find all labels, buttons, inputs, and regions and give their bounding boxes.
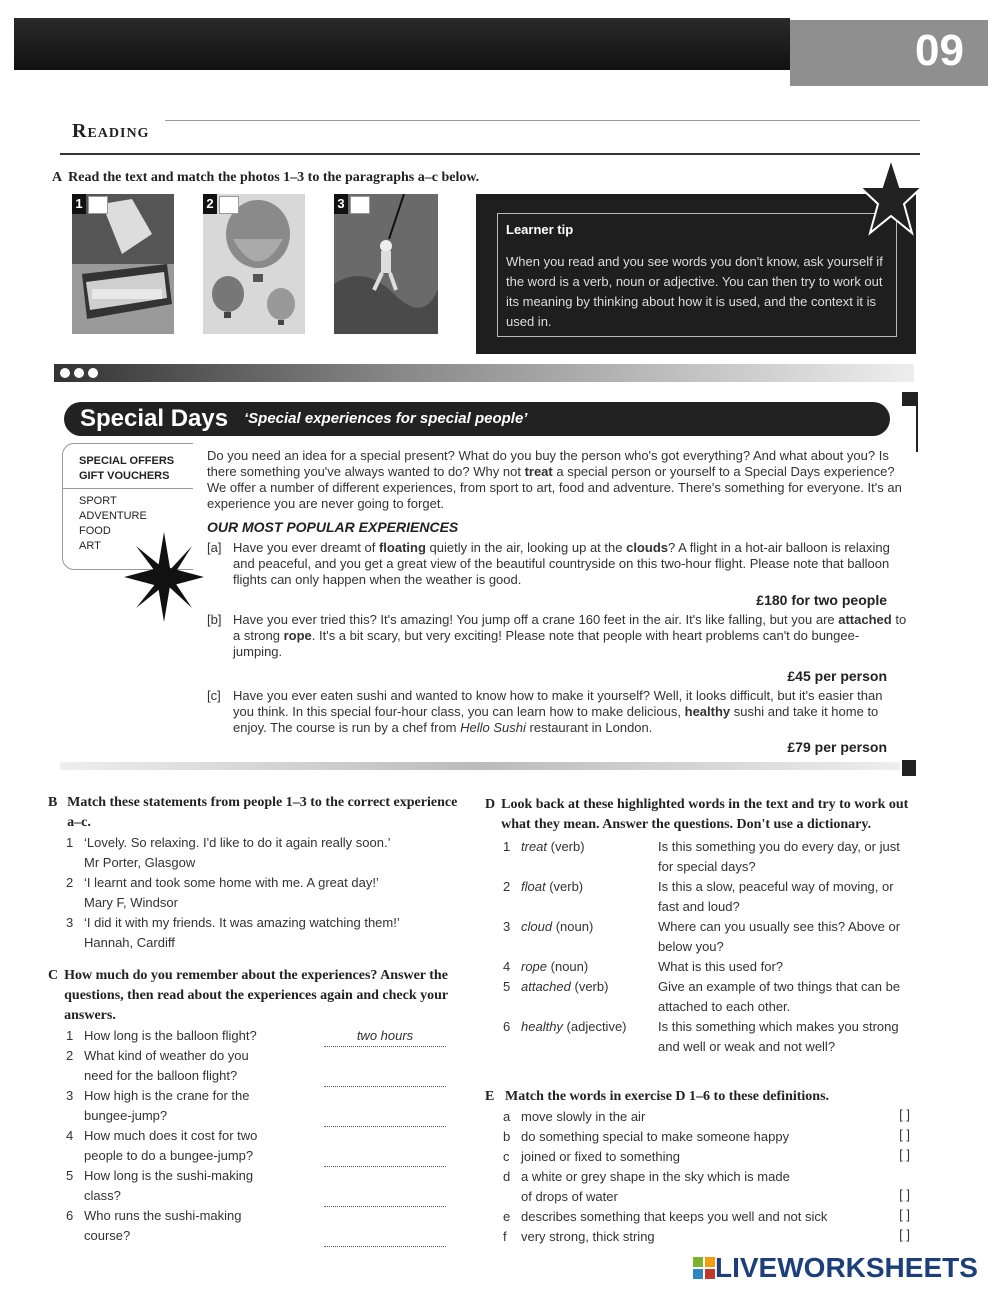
divider (60, 153, 920, 155)
exercise-b: B Match these statements from people 1–3 to the correct experience a–c. 1 ‘Lovely. So relaxing. I'd like to do it again really soon.’ Mr Porter, Glasgow 2 ‘I learnt and took some home with me. A great day!’ Mary F, Windsor 3 ‘I did it with my friends. It was amazing watching them!’ Hannah, Cardiff (48, 793, 458, 953)
highlight-word: treat (524, 464, 553, 479)
dot-icon (88, 368, 98, 378)
person-name: Hannah, Cardiff (84, 935, 175, 950)
side-menu-item[interactable]: SPORT (79, 495, 117, 507)
exercise-e-instruction: Match the words in exercise D 1–6 to these definitions. (505, 1089, 830, 1104)
paragraph-b: [b] Have you ever tried this? It's amazing! You jump off a crane 160 feet in the air. It's like falling, but you are attached to a strong rope. It's a bit scary, but very exciting! Please note that people with heart problems can't do bungee-jumping. (207, 612, 907, 659)
divider (63, 488, 193, 489)
exercise-e: E Match the words in exercise D 1–6 to these definitions. a move slowly in the air [ ] b do something special to make someone happy [ ] c joined or fixed to something [ ] d a white or grey shape in the sky which is made of drops of water [ ] e describes something that keeps you well and not sick [ ] f very strong, thick string [ ] (485, 1087, 910, 1247)
scroll-up-arrow-icon[interactable] (902, 392, 916, 406)
side-menu-item[interactable]: FOOD (79, 525, 111, 537)
article-title-banner (64, 402, 890, 436)
learner-tip-frame (497, 213, 897, 337)
photo-number: 1 (72, 194, 86, 214)
unit-number: 09 (915, 26, 964, 75)
side-menu-item[interactable]: GIFT VOUCHERS (79, 470, 170, 482)
list-item: e describes something that keeps you well and not sick [ ] (503, 1207, 910, 1224)
list-item: d a white or grey shape in the sky which is made of drops of water [ ] (503, 1169, 910, 1204)
star-burst-icon (124, 532, 204, 622)
liveworksheets-logo[interactable]: LIVEWORKSHEETS (693, 1252, 978, 1284)
price-a: £180 for two people (756, 592, 887, 608)
list-item: b do something special to make someone happy [ ] (503, 1127, 910, 1144)
photo-answer-box[interactable] (88, 196, 108, 214)
photo-number: 2 (203, 194, 217, 214)
paragraph-c: [c] Have you ever eaten sushi and wanted to know how to make it yourself? Well, it looks difficult, but it's easier than you think. In this special four-hour class, you can learn how to make delicious, healthy sushi and take it home to enjoy. The course is run by a chef from Hello Sushi restaurant in London. (207, 688, 883, 735)
dot-icon (60, 368, 70, 378)
learner-tip-box (476, 194, 916, 354)
photo-answer-box[interactable] (350, 196, 370, 214)
scroll-down-arrow-icon[interactable] (902, 760, 916, 776)
photo-balloons (203, 194, 305, 334)
exercise-b-instruction: Match these statements from people 1–3 to the correct experience a–c. (67, 795, 458, 830)
list-item: 1 How long is the balloon flight? two hours (66, 1026, 453, 1046)
photo-answer-box[interactable] (219, 196, 239, 214)
list-item: 3 ‘I did it with my friends. It was amazing watching them!’ (66, 915, 400, 930)
photo-sushi (72, 194, 174, 334)
list-item: 3 cloud (noun) Where can you usually see this? Above or below you? (503, 919, 901, 954)
list-item: 5 attached (verb) Give an example of two things that can be attached to each other. (503, 979, 901, 1014)
unit-number-box (790, 20, 988, 86)
list-item: 1 ‘Lovely. So relaxing. I'd like to do it again really soon.’ (66, 835, 391, 850)
list-item: 2 float (verb) Is this a slow, peaceful way of moving, or fast and loud? (503, 879, 894, 914)
list-item: 6 Who runs the sushi-making course? (66, 1206, 453, 1246)
price-b: £45 per person (787, 668, 887, 684)
article-body (207, 448, 907, 759)
exercise-d-instruction: Look back at these highlighted words in the text and try to work out what they mean. Answer the questions. Don't use a dictionary. (501, 797, 909, 832)
star-icon (858, 155, 924, 245)
price-c: £79 per person (787, 739, 887, 755)
answer-bracket[interactable]: [ ] (899, 1207, 910, 1222)
answer-bracket[interactable]: [ ] (899, 1227, 910, 1242)
answer-field[interactable]: two hours (324, 1026, 446, 1047)
learner-tip-title: Learner tip (506, 222, 574, 237)
divider (60, 762, 900, 770)
list-item: 5 How long is the sushi-making class? (66, 1166, 453, 1206)
answer-field[interactable] (324, 1186, 446, 1207)
article-intro: Do you need an idea for a special present? What do you buy the person who's got everything? And what about you? Is there something you've always wanted to do? Why not treat a special person or yourself to a Special Days experience? We offer a number of different experiences, from sport to art, food and adventure. There's something for everyone. It's an experience you are never going to forget. (207, 448, 902, 511)
side-menu-item[interactable]: SPECIAL OFFERS (79, 455, 175, 467)
side-menu-item[interactable]: ADVENTURE (79, 510, 147, 522)
answer-field[interactable] (324, 1066, 446, 1087)
logo-grid-icon (693, 1257, 715, 1279)
highlight-word: rope (283, 628, 312, 643)
answer-field[interactable] (324, 1106, 446, 1127)
article-title: Special Days (80, 405, 229, 432)
list-item: 4 How much does it cost for two people to do a bungee-jump? (66, 1126, 453, 1166)
decorative-dots-bar (54, 364, 914, 382)
highlight-word: clouds (626, 540, 668, 555)
dot-icon (74, 368, 84, 378)
list-item: 2 What kind of weather do you need for the balloon flight? (66, 1046, 453, 1086)
article-subtitle: ‘Special experiences for special people’ (244, 410, 528, 427)
highlight-word: healthy (684, 704, 731, 719)
section-title: Reading (72, 120, 150, 142)
side-menu-item[interactable]: ART (79, 540, 101, 552)
list-item: a move slowly in the air [ ] (503, 1107, 910, 1124)
person-name: Mr Porter, Glasgow (84, 855, 196, 870)
highlight-word: attached (838, 612, 892, 627)
popular-heading: OUR MOST POPULAR EXPERIENCES (207, 519, 459, 535)
photo-number: 3 (334, 194, 348, 214)
header-bar (14, 18, 790, 70)
list-item: 4 rope (noun) What is this used for? (503, 959, 783, 974)
list-item: 6 healthy (adjective) Is this something which makes you strong and well or weak and not well? (503, 1019, 899, 1054)
exercise-d: D Look back at these highlighted words in the text and try to work out what they mean. Answer the questions. Don't use a dictionary. 1 treat (verb) Is this something you do every day, or just for special days? 2 float (verb) Is this a slow, peaceful way of moving, or fast and loud? 3 cloud (noun) Where can you usually see this? Above or below you? 4 rope (noun) What is this used for? 5 attached (verb) Give an example of two things that can be attached to each other. 6 healthy (adjective) Is this something which makes you strong and well or weak and not well? (485, 795, 915, 1057)
photo-bungee-jump (334, 194, 436, 334)
highlight-word: floating (378, 540, 426, 555)
list-item: f very strong, thick string [ ] (503, 1227, 910, 1244)
answer-bracket[interactable]: [ ] (899, 1127, 910, 1142)
answer-bracket[interactable]: [ ] (899, 1147, 910, 1162)
paragraph-a: [a] Have you ever dreamt of floating quietly in the air, looking up at the clouds? A flight in a hot-air balloon is relaxing and peaceful, and you get a great view of the beautiful countryside on this two-hour flight. Please note that balloon flights can only happen when the weather is good. (207, 540, 890, 587)
divider (165, 120, 920, 121)
exercise-c: C How much do you remember about the experiences? Answer the questions, then read about the experiences again and check your answers. 1 How long is the balloon flight? two hours 2 What kind of weather do you need for the balloon flight? 3 How high is the crane for the bungee-jump? 4 How much does it cost for two people to do a bungee-jump? 5 How long is the sushi-making class? 6 Who runs the sushi-making course? (48, 966, 453, 1246)
list-item: 2 ‘I learnt and took some home with me. A great day!’ (66, 875, 379, 890)
answer-bracket[interactable]: [ ] (899, 1107, 910, 1122)
list-item: c joined or fixed to something [ ] (503, 1147, 910, 1164)
person-name: Mary F, Windsor (84, 895, 178, 910)
answer-bracket[interactable]: [ ] (899, 1187, 910, 1202)
exercise-a-instruction: A Read the text and match the photos 1–3 to the paragraphs a–c below. (52, 170, 480, 185)
answer-field[interactable] (324, 1226, 446, 1247)
list-item: 1 treat (verb) Is this something you do every day, or just for special days? (503, 839, 900, 874)
exercise-c-instruction: How much do you remember about the experiences? Answer the questions, then read about the experiences again and check your answers. (64, 968, 448, 1023)
list-item: 3 How high is the crane for the bungee-jump? (66, 1086, 453, 1126)
learner-tip-text: When you read and you see words you don't know, ask yourself if the word is a verb, noun or adjective. You can then try to work out its meaning by thinking about how it is used, and the context it is used in. (506, 254, 883, 329)
answer-field[interactable] (324, 1146, 446, 1167)
